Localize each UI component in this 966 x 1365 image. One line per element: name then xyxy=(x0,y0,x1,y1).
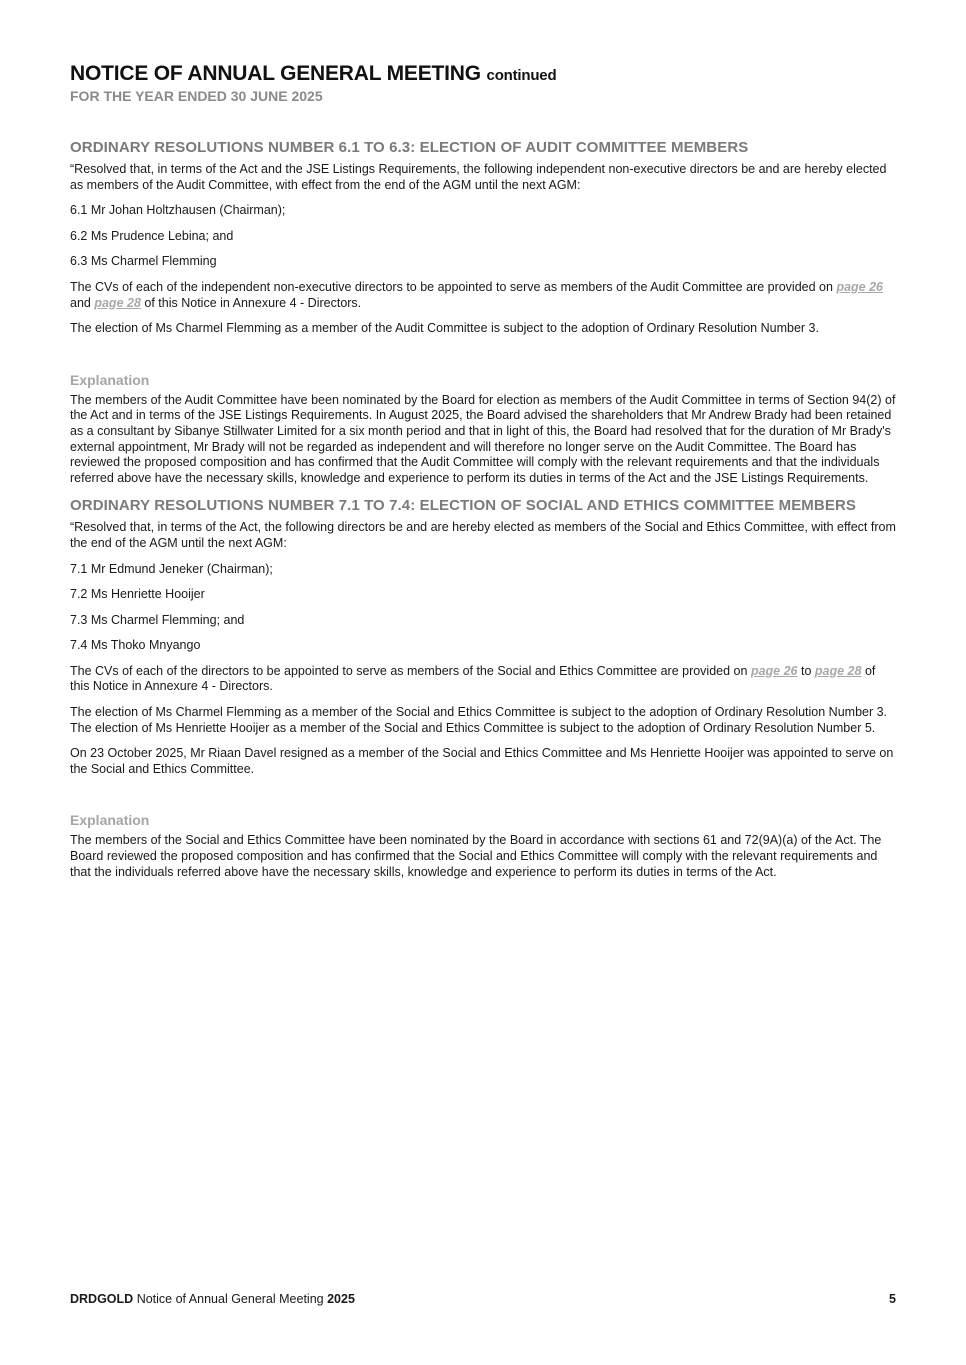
section2-cv-text-c: of this Notice in Annexure 4 - Directors. xyxy=(70,663,876,694)
footer-company: DRDGOLD xyxy=(70,1292,134,1306)
section2-note-2: On 23 October 2025, Mr Riaan Davel resigned as a member of the Social and Ethics Committee and Ms Henriette Hooijer was appointed to serve on the Social and Ethics Committee. xyxy=(70,746,894,776)
section1-page-28-link[interactable]: page 28 xyxy=(94,295,141,310)
section2-item-4: 7.4 Ms Thoko Mnyango xyxy=(70,638,201,653)
section1-cv-text-b: and xyxy=(70,295,91,310)
section2-page-28-link[interactable]: page 28 xyxy=(814,663,862,678)
title-text: NOTICE OF ANNUAL GENERAL MEETING xyxy=(70,62,481,85)
section1-cv-text-a: The CVs of each of the independent non-executive directors to be appointed to serve as members of the Audit Committee are provided on xyxy=(70,279,833,294)
section1-explanation: The members of the Audit Committee have been nominated by the Board for election as members of the Audit Committee in terms of Section 94(2) of the Act and in terms of the JSE Listings Requirements. In August 2025, the Board advised the shareholders that Mr Andrew Brady had been retained as a consultant by Sibanye Stillwater Limited for a six month period and that in light of this, the Board had resolved that for the duration of Mr Brady's external appointment, Mr Brady will not be regarded as independent and will therefore no longer serve on the Audit Committee. The Board has reviewed the proposed composition and has confirmed that the Audit Committee will comply with the relevant requirements and that the individuals referred above have the necessary skills, knowledge and experience to perform its duties in terms of the Act and the JSE Listings Requirements. xyxy=(70,392,896,485)
page-footer xyxy=(70,1292,896,1306)
section2-intro: “Resolved that, in terms of the Act, the following directors be and are hereby elected as members of the Social and Ethics Committee, with effect from the end of the AGM until the next AGM: xyxy=(70,520,896,550)
section2-cv-text-a: The CVs of each of the directors to be appointed to serve as members of the Social and Ethics Committee are provided on xyxy=(70,663,748,678)
section2-cv-paragraph xyxy=(70,664,896,695)
section2-heading: ORDINARY RESOLUTIONS NUMBER 7.1 TO 7.4: ELECTION OF SOCIAL AND ETHICS COMMITTEE MEMBERS xyxy=(70,497,856,515)
page-number: 5 xyxy=(889,1292,896,1306)
section2-note-1: The election of Ms Charmel Flemming as a member of the Social and Ethics Committee is subject to the adoption of Ordinary Resolution Number 3. The election of Ms Henriette Hooijer as a member of the Social and Ethics Committee is subject to the adoption of Ordinary Resolution Number 5. xyxy=(70,705,888,735)
section2-cv-text-b: to xyxy=(800,663,812,678)
section1-note: The election of Ms Charmel Flemming as a member of the Audit Committee is subject to the adoption of Ordinary Resolution Number 3. xyxy=(70,321,819,336)
section1-heading: ORDINARY RESOLUTIONS NUMBER 6.1 TO 6.3: ELECTION OF AUDIT COMMITTEE MEMBERS xyxy=(70,139,749,156)
section2-page-26-link[interactable]: page 26 xyxy=(750,663,798,678)
section1-intro: “Resolved that, in terms of the Act and the JSE Listings Requirements, the following independent non-executive directors be and are hereby elected as members of the Audit Committee, with effect from the end of the AGM until the next AGM: xyxy=(70,162,887,192)
section1-explanation-heading: Explanation xyxy=(70,371,150,388)
page-subtitle: FOR THE YEAR ENDED 30 JUNE 2025 xyxy=(70,88,323,104)
page-content xyxy=(70,62,896,880)
footer-doc: Notice of Annual General Meeting xyxy=(136,1292,324,1306)
section1-cv-paragraph xyxy=(70,280,896,311)
section1-cv-text-c: of this Notice in Annexure 4 - Directors. xyxy=(144,295,362,310)
section1-item-2: 6.2 Ms Prudence Lebina; and xyxy=(70,228,234,243)
section1-item-1: 6.1 Mr Johan Holtzhausen (Chairman); xyxy=(70,203,286,218)
page-title xyxy=(70,62,896,88)
section2-item-2: 7.2 Ms Henriette Hooijer xyxy=(70,587,205,602)
title-continued: continued xyxy=(486,67,557,84)
section2-explanation: The members of the Social and Ethics Committee have been nominated by the Board in accordance with sections 61 and 72(9A)(a) of the Act. The Board reviewed the proposed composition and has confirmed that the Social and Ethics Committee will comply with the relevant requirements and that the individuals referred above have the necessary skills, knowledge and experience to perform its duties in terms of the Act. xyxy=(70,833,882,879)
section2-item-3: 7.3 Ms Charmel Flemming; and xyxy=(70,612,245,627)
section2-item-1: 7.1 Mr Edmund Jeneker (Chairman); xyxy=(70,561,273,576)
section1-item-3: 6.3 Ms Charmel Flemming xyxy=(70,254,217,269)
section2-explanation-heading: Explanation xyxy=(70,812,150,829)
footer-year: 2025 xyxy=(327,1292,355,1306)
section1-page-26-link[interactable]: page 26 xyxy=(836,279,883,294)
footer-doc-title xyxy=(70,1292,355,1306)
